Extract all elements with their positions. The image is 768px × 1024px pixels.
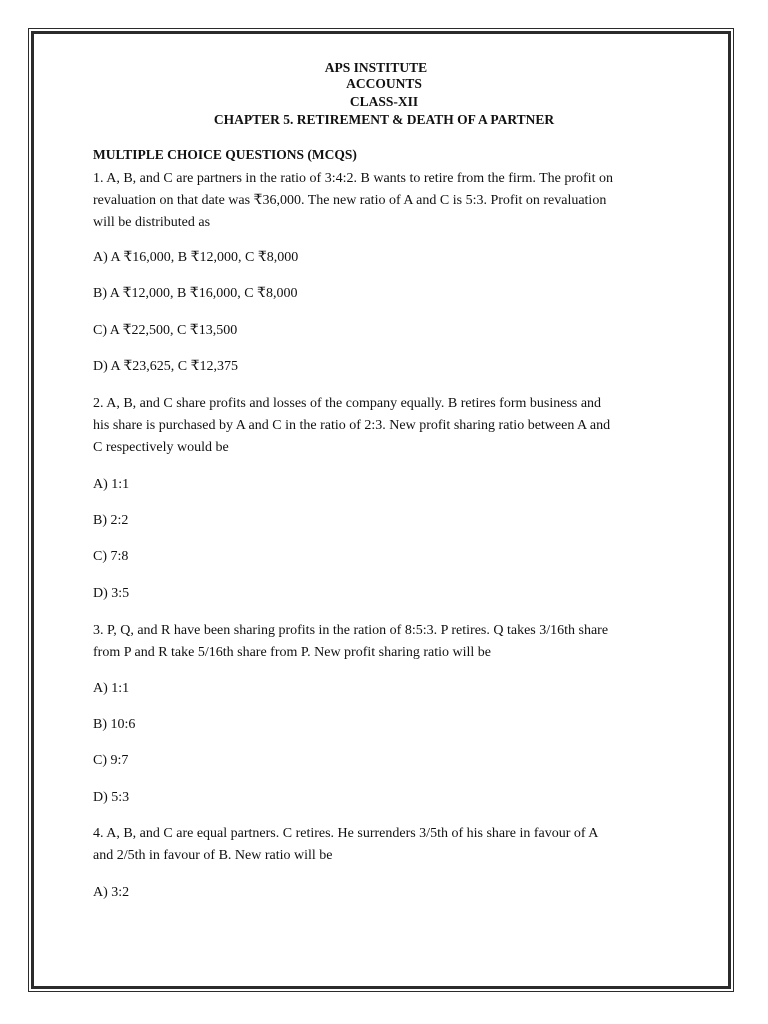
institute-name: APS INSTITUTE xyxy=(324,60,428,75)
question-1-option-c: C) A ₹22,500, C ₹13,500 xyxy=(93,323,238,338)
question-3-text xyxy=(93,620,683,664)
question-2-option-d: D) 3:5 xyxy=(93,586,130,601)
class-name: CLASS-XII xyxy=(349,94,419,109)
question-2-option-c: C) 7:8 xyxy=(93,549,129,564)
question-line: C respectively would be xyxy=(93,440,229,455)
question-1-option-b: B) A ₹12,000, B ₹16,000, C ₹8,000 xyxy=(93,286,298,301)
question-2-option-a: A) 1:1 xyxy=(93,477,130,492)
question-1-text xyxy=(93,168,683,234)
question-line: from P and R take 5/16th share from P. New profit sharing ratio will be xyxy=(93,645,492,660)
question-3-option-c: C) 9:7 xyxy=(93,753,129,768)
question-3-option-b: B) 10:6 xyxy=(93,717,136,732)
question-4-option-a: A) 3:2 xyxy=(93,885,130,900)
question-1-option-a: A) A ₹16,000, B ₹12,000, C ₹8,000 xyxy=(93,250,299,265)
subject-name: ACCOUNTS xyxy=(346,76,422,91)
question-2-text xyxy=(93,393,683,459)
question-line: 1. A, B, and C are partners in the ratio of 3:4:2. B wants to retire from the firm. The profit on xyxy=(93,171,613,186)
question-line: 3. P, Q, and R have been sharing profits in the ration of 8:5:3. P retires. Q takes 3/16th share xyxy=(93,623,609,638)
question-line: his share is purchased by A and C in the ratio of 2:3. New profit sharing ratio between A and xyxy=(93,418,611,433)
question-line: 2. A, B, and C share profits and losses of the company equally. B retires form business and xyxy=(93,396,602,411)
question-1-option-d: D) A ₹23,625, C ₹12,375 xyxy=(93,359,238,374)
question-2-option-b: B) 2:2 xyxy=(93,513,129,528)
question-4-text xyxy=(93,823,683,867)
section-title: MULTIPLE CHOICE QUESTIONS (MCQS) xyxy=(93,147,357,162)
question-3-option-d: D) 5:3 xyxy=(93,790,130,805)
question-3-option-a: A) 1:1 xyxy=(93,681,130,696)
question-line: revaluation on that date was ₹36,000. The new ratio of A and C is 5:3. Profit on revaluation xyxy=(93,193,607,208)
chapter-title: CHAPTER 5. RETIREMENT & DEATH OF A PARTNER xyxy=(213,112,555,127)
question-line: will be distributed as xyxy=(93,215,211,230)
question-line: and 2/5th in favour of B. New ratio will be xyxy=(93,848,333,863)
question-line: 4. A, B, and C are equal partners. C retires. He surrenders 3/5th of his share in favour of A xyxy=(93,826,599,841)
